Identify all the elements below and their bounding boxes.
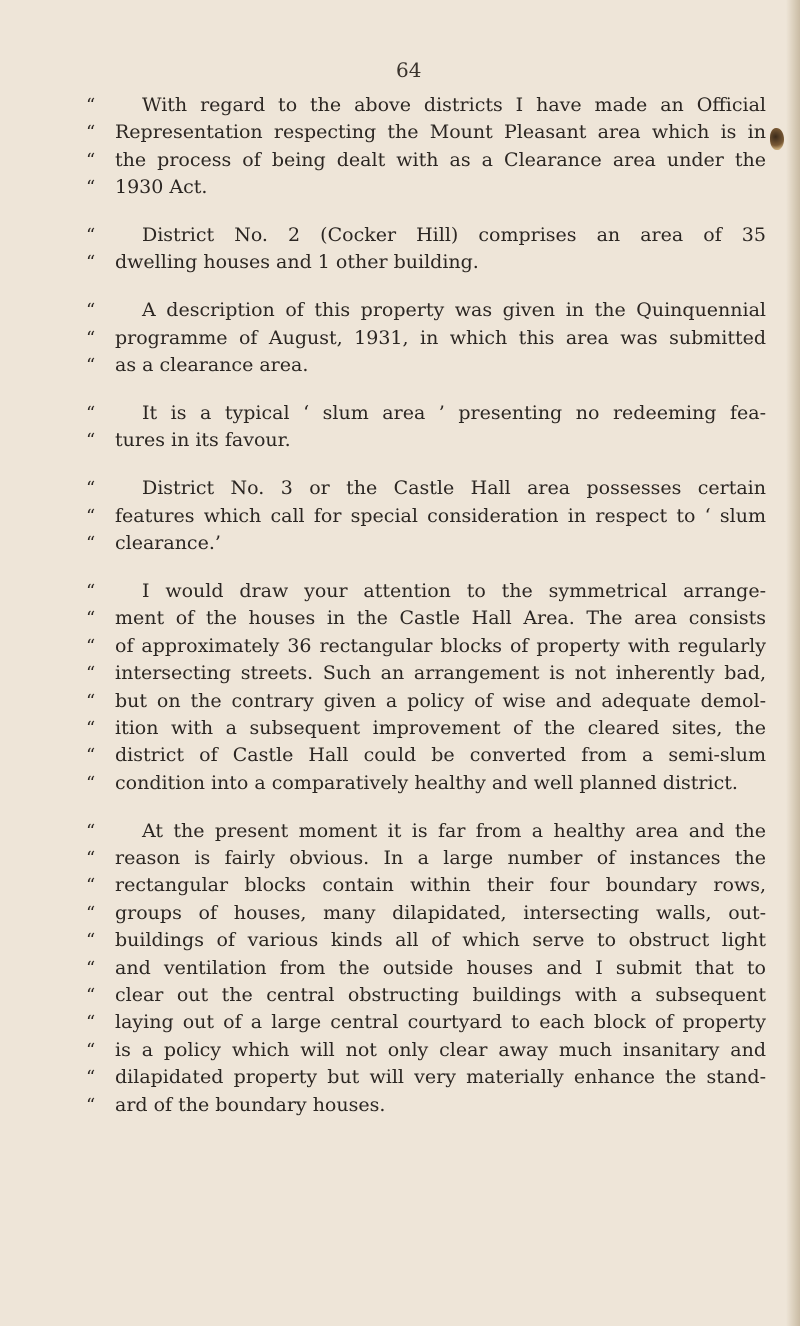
line-text: condition into a comparatively healthy and well planned district.	[115, 771, 738, 794]
quote-mark: “	[86, 820, 96, 842]
paragraph	[86, 222, 766, 277]
text-line	[86, 1037, 766, 1064]
line-text: buildings of various kinds all of which serve to obstruct light	[115, 929, 766, 952]
line-text: Representation respecting the Mount Pleasant area which is in	[115, 121, 766, 144]
line-text: District No. 2 (Cocker Hill) comprises an area of 35	[142, 224, 766, 247]
quote-mark: “	[86, 430, 96, 452]
text-line	[86, 119, 766, 146]
line-text: dilapidated property but will very materially enhance the stand-	[115, 1066, 766, 1089]
line-text: dwelling houses and 1 other building.	[115, 251, 479, 274]
line-text: ard of the boundary houses.	[115, 1093, 386, 1116]
paragraph	[86, 92, 766, 202]
text-line	[86, 325, 766, 352]
line-text: At the present moment it is far from a healthy area and the	[142, 819, 766, 842]
text-line	[86, 742, 766, 769]
text-line	[86, 605, 766, 632]
line-text: A description of this property was given in the Quinquennial	[142, 299, 766, 322]
quote-mark: “	[86, 225, 96, 247]
text-line	[86, 982, 766, 1009]
quote-mark: “	[86, 300, 96, 322]
line-text: With regard to the above districts I have made an Official	[142, 94, 766, 116]
paragraph	[86, 297, 766, 379]
text-line	[86, 715, 766, 742]
quote-mark: “	[86, 580, 96, 602]
quote-mark: “	[86, 403, 96, 425]
paragraph	[86, 578, 766, 797]
text-line	[86, 249, 766, 276]
text-line	[86, 475, 766, 502]
line-text: clearance.’	[115, 532, 221, 555]
text-line	[86, 1009, 766, 1036]
text-line	[86, 688, 766, 715]
text-line	[86, 578, 766, 605]
line-text: tures in its favour.	[115, 429, 291, 452]
quote-mark: “	[86, 1067, 96, 1089]
quote-mark: “	[86, 95, 96, 116]
quote-mark: “	[86, 252, 96, 274]
line-text: the process of being dealt with as a Clearance area under the	[115, 148, 766, 171]
quote-mark: “	[86, 635, 96, 657]
quote-mark: “	[86, 930, 96, 952]
ink-stain	[770, 128, 784, 150]
quote-mark: “	[86, 1039, 96, 1061]
text-line	[86, 633, 766, 660]
line-text: ment of the houses in the Castle Hall Area. The area consists	[115, 607, 766, 630]
quote-mark: “	[86, 984, 96, 1006]
document-body	[86, 92, 766, 1139]
line-text: District No. 3 or the Castle Hall area possesses certain	[142, 477, 766, 500]
text-line	[86, 427, 766, 454]
line-text: laying out of a large central courtyard to each block of property	[115, 1011, 766, 1034]
line-text: programme of August, 1931, in which this area was submitted	[115, 326, 766, 349]
text-line	[86, 400, 766, 427]
quote-mark: “	[86, 355, 96, 377]
quote-mark: “	[86, 690, 96, 712]
page-edge	[786, 0, 800, 1326]
line-text: is a policy which will not only clear away much insanitary and	[115, 1038, 766, 1061]
line-text: of approximately 36 rectangular blocks of property with regularly	[115, 634, 766, 657]
line-text: district of Castle Hall could be converted from a semi-slum	[115, 744, 766, 767]
text-line	[86, 955, 766, 982]
line-text: rectangular blocks contain within their four boundary rows,	[115, 874, 766, 897]
quote-mark: “	[86, 663, 96, 685]
quote-mark: “	[86, 745, 96, 767]
text-line	[86, 503, 766, 530]
text-line	[86, 872, 766, 899]
text-line	[86, 845, 766, 872]
paragraph	[86, 400, 766, 455]
quote-mark: “	[86, 533, 96, 555]
page-number: 64	[396, 58, 422, 82]
text-line	[86, 530, 766, 557]
text-line	[86, 352, 766, 379]
quote-mark: “	[86, 957, 96, 979]
line-text: but on the contrary given a policy of wise and adequate demol-	[115, 689, 766, 712]
line-text: 1930 Act.	[115, 176, 208, 199]
text-line	[86, 770, 766, 797]
line-text: reason is fairly obvious. In a large number of instances the	[115, 846, 766, 869]
text-line	[86, 1092, 766, 1119]
quote-mark: “	[86, 847, 96, 869]
quote-mark: “	[86, 177, 96, 199]
line-text: intersecting streets. Such an arrangement is not inherently bad,	[115, 662, 766, 685]
text-line	[86, 222, 766, 249]
text-line	[86, 818, 766, 845]
text-line	[86, 660, 766, 687]
quote-mark: “	[86, 1012, 96, 1034]
quote-mark: “	[86, 149, 96, 171]
line-text: ition with a subsequent improvement of the cleared sites, the	[115, 716, 766, 739]
paragraph	[86, 475, 766, 557]
line-text: and ventilation from the outside houses and I submit that to	[115, 956, 766, 979]
quote-mark: “	[86, 327, 96, 349]
text-line	[86, 297, 766, 324]
text-line	[86, 174, 766, 201]
quote-mark: “	[86, 608, 96, 630]
text-line	[86, 927, 766, 954]
text-line	[86, 900, 766, 927]
quote-mark: “	[86, 1094, 96, 1116]
text-line	[86, 1064, 766, 1091]
quote-mark: “	[86, 902, 96, 924]
line-text: as a clearance area.	[115, 354, 309, 377]
quote-mark: “	[86, 478, 96, 500]
quote-mark: “	[86, 717, 96, 739]
paragraph	[86, 818, 766, 1119]
line-text: groups of houses, many dilapidated, intersecting walls, out-	[115, 901, 766, 924]
quote-mark: “	[86, 505, 96, 527]
line-text: It is a typical ‘ slum area ’ presenting no redeeming fea-	[142, 402, 766, 425]
line-text: clear out the central obstructing buildings with a subsequent	[115, 983, 766, 1006]
line-text: I would draw your attention to the symmetrical arrange-	[142, 579, 766, 602]
quote-mark: “	[86, 772, 96, 794]
quote-mark: “	[86, 122, 96, 144]
quote-mark: “	[86, 875, 96, 897]
line-text: features which call for special consideration in respect to ‘ slum	[115, 504, 766, 527]
text-line	[86, 92, 766, 119]
text-line	[86, 147, 766, 174]
